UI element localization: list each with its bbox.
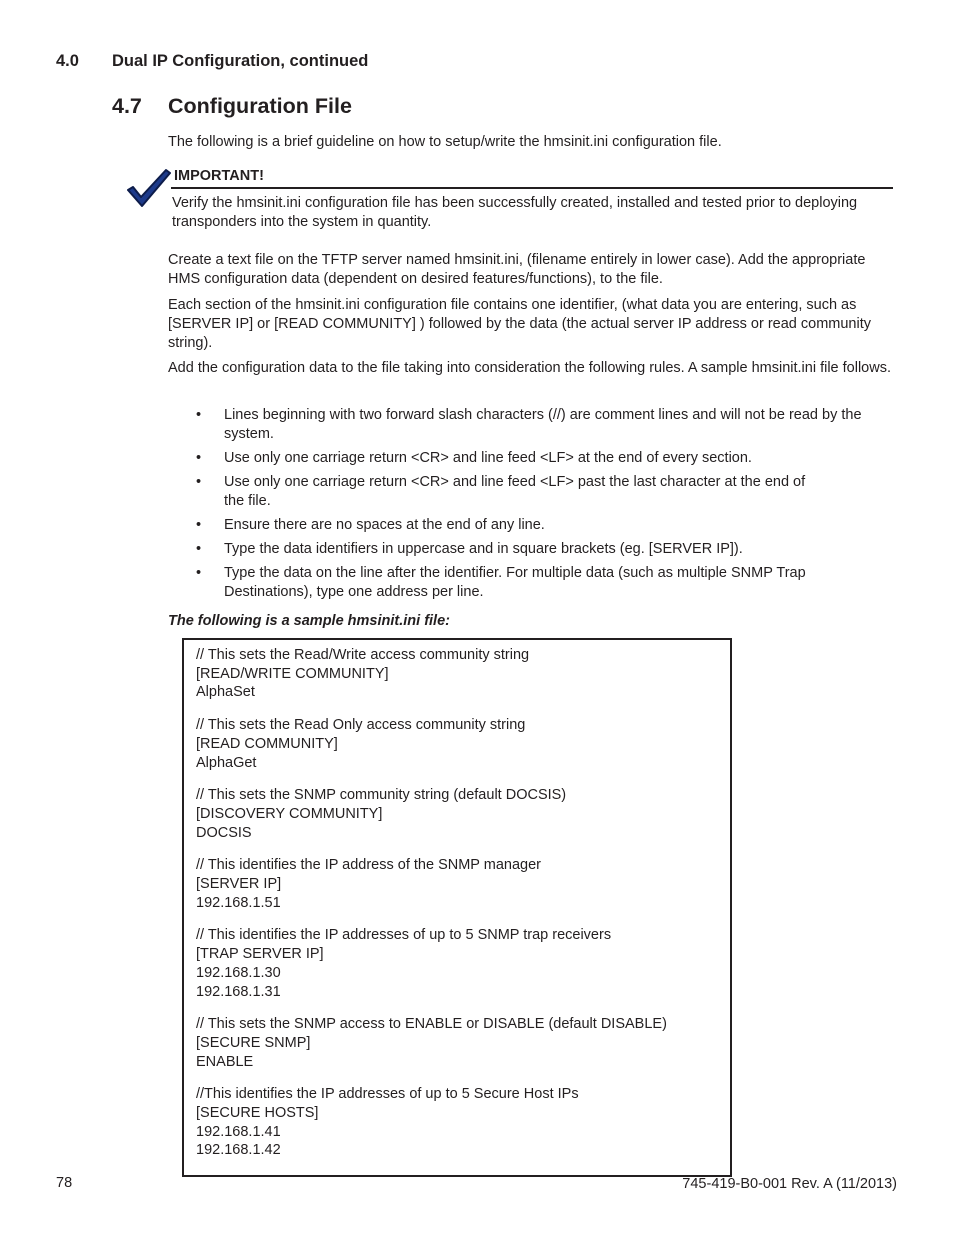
rule-text: Use only one carriage return <CR> and line feed <LF> at the end of every section.: [224, 450, 752, 466]
bullet: •: [196, 407, 202, 423]
sample-caption: The following is a sample hmsinit.ini file:: [168, 613, 450, 629]
important-label: IMPORTANT!: [174, 168, 264, 184]
config-block: [196, 786, 667, 842]
config-value: 192.168.1.51: [196, 894, 281, 911]
bullet: •: [196, 565, 202, 581]
rule-text: Type the data on the line after the identifier. For multiple data (such as multiple SNMP Trap Destinations), type one address per line.: [224, 565, 806, 600]
config-value: AlphaSet: [196, 684, 255, 701]
list-item: [168, 406, 888, 444]
config-block: [196, 926, 667, 1001]
config-value: ENABLE: [196, 1053, 254, 1070]
important-divider: [171, 187, 893, 189]
config-comment: // This sets the SNMP community string (default DOCSIS): [196, 787, 567, 804]
config-identifier: [SERVER IP]: [196, 876, 282, 893]
rule-text: Lines beginning with two forward slash characters (//) are comment lines and will not be read by the system.: [224, 407, 862, 442]
page-number: 78: [56, 1175, 73, 1191]
config-identifier: [READ COMMUNITY]: [196, 735, 338, 752]
list-item: [168, 564, 888, 602]
config-value: 192.168.1.30: [196, 964, 281, 981]
config-block: [196, 1085, 667, 1160]
checkmark-icon: [124, 168, 172, 210]
config-comment: // This identifies the IP address of the SNMP manager: [196, 857, 541, 874]
config-value: 192.168.1.42: [196, 1142, 281, 1159]
config-comment: // This identifies the IP addresses of up to 5 SNMP trap receivers: [196, 927, 612, 944]
rule-text: Type the data identifiers in uppercase and in square brackets (eg. [SERVER IP]).: [224, 541, 743, 557]
config-identifier: [DISCOVERY COMMUNITY]: [196, 805, 383, 822]
config-identifier: [READ/WRITE COMMUNITY]: [196, 665, 389, 682]
paragraph-rules-intro: Add the configuration data to the file taking into consideration the following rules. A sample hmsinit.ini file follows.: [168, 360, 891, 376]
config-block: [196, 1015, 667, 1071]
config-identifier: [SECURE SNMP]: [196, 1034, 311, 1051]
section-heading: Configuration File: [168, 94, 352, 118]
rule-text: Ensure there are no spaces at the end of any line.: [224, 517, 545, 533]
running-head: [56, 52, 368, 71]
bullet: •: [196, 474, 202, 490]
list-item: [168, 449, 888, 468]
rules-list: [168, 406, 888, 607]
config-comment: // This sets the SNMP access to ENABLE or DISABLE (default DISABLE): [196, 1016, 667, 1033]
config-value: 192.168.1.31: [196, 983, 281, 1000]
important-text: Verify the hmsinit.ini configuration file has been successfully created, installed and tested prior to deploying transponders into the system in quantity.: [172, 195, 858, 230]
bullet: •: [196, 517, 202, 533]
section-title: [112, 94, 352, 119]
bullet: •: [196, 450, 202, 466]
config-value: DOCSIS: [196, 824, 252, 841]
running-head-title: Dual IP Configuration, continued: [112, 52, 369, 70]
bullet: •: [196, 541, 202, 557]
rule-text: Use only one carriage return <CR> and line feed <LF> past the last character at the end of the file.: [224, 474, 806, 509]
config-comment: // This sets the Read Only access community string: [196, 717, 526, 734]
config-identifier: [SECURE HOSTS]: [196, 1105, 319, 1122]
config-comment: // This sets the Read/Write access community string: [196, 647, 530, 663]
config-value: AlphaGet: [196, 754, 257, 771]
config-block: [196, 856, 667, 912]
list-item: [168, 516, 888, 535]
config-identifier: [TRAP SERVER IP]: [196, 946, 324, 963]
config-value: 192.168.1.41: [196, 1123, 281, 1140]
paragraph-sections: Each section of the hmsinit.ini configuration file contains one identifier, (what data you are entering, such as [SERVER IP] or [READ COMMUNITY] ) followed by the data (the actual server IP address or read community string).: [168, 297, 871, 351]
section-number: 4.7: [112, 94, 142, 118]
running-head-number: 4.0: [56, 52, 79, 70]
list-item: [168, 473, 824, 511]
list-item: [168, 540, 888, 559]
paragraph-create-file: Create a text file on the TFTP server named hmsinit.ini, (filename entirely in lower case). Add the appropriate HMS configuration data (dependent on desired features/functions), to the file.: [168, 252, 866, 287]
config-comment: //This identifies the IP addresses of up to 5 Secure Host IPs: [196, 1086, 579, 1103]
sample-file-content: [196, 646, 667, 1174]
document-id: 745-419-B0-001 Rev. A (11/2013): [682, 1176, 897, 1192]
sample-file-box: [182, 638, 732, 1177]
config-block: [196, 716, 667, 772]
intro-paragraph: The following is a brief guideline on how to setup/write the hmsinit.ini configuration file.: [168, 134, 722, 150]
config-block: [196, 646, 667, 702]
